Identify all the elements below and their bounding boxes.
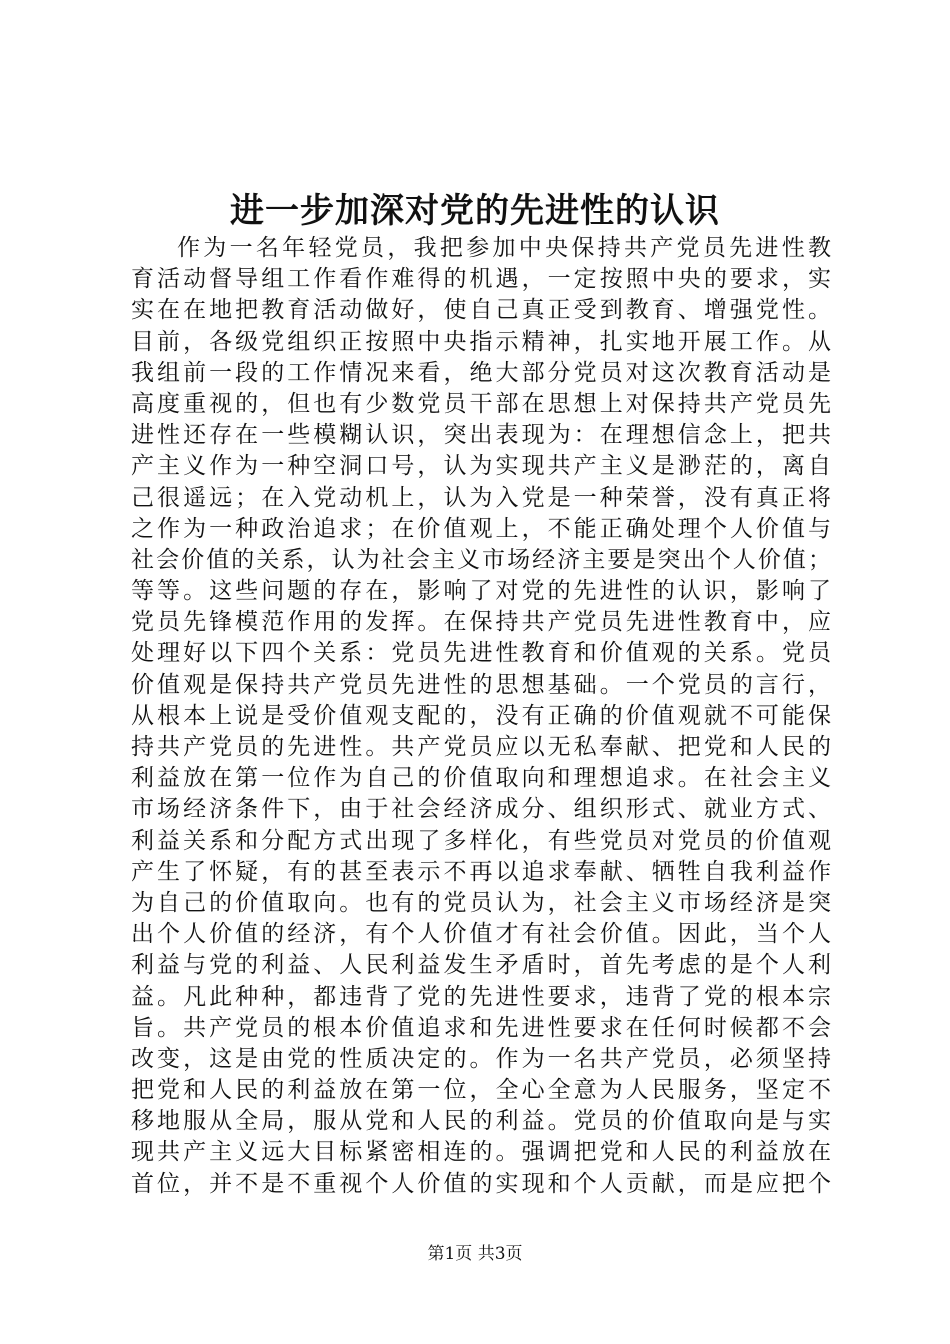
paragraph-line: 社会价值的关系，认为社会主义市场经济主要是突出个人价值； (131, 546, 831, 573)
paragraph-line: 从根本上说是受价值观支配的，没有正确的价值观就不可能保 (131, 702, 831, 729)
paragraph-line: 处理好以下四个关系：党员先进性教育和价值观的关系。党员 (131, 640, 831, 667)
paragraph-line: 目前，各级党组织正按照中央指示精神，扎实地开展工作。从 (131, 328, 831, 355)
paragraph-line: 产生了怀疑，有的甚至表示不再以追求奉献、牺牲自我利益作 (131, 858, 831, 885)
document-title: 进一步加深对党的先进性的认识 (230, 191, 720, 231)
paragraph-line: 之作为一种政治追求；在价值观上，不能正确处理个人价值与 (131, 515, 831, 542)
paragraph-line: 益。凡此种种，都违背了党的先进性要求，违背了党的根本宗 (131, 983, 831, 1010)
paragraph-line: 持共产党员的先进性。共产党员应以无私奉献、把党和人民的 (131, 734, 831, 760)
paragraph-line: 利益关系和分配方式出现了多样化，有些党员对党员的价值观 (131, 827, 831, 854)
paragraph-line: 利益与党的利益、人民利益发生矛盾时，首先考虑的是个人利 (131, 952, 831, 979)
paragraph-line: 作为一名年轻党员，我把参加中央保持共产党员先进性教 (177, 235, 831, 261)
paragraph-line: 利益放在第一位作为自己的价值取向和理想追求。在社会主义 (131, 765, 831, 792)
paragraph-line: 等等。这些问题的存在，影响了对党的先进性的认识，影响了 (131, 578, 831, 605)
body-paragraph (131, 233, 831, 1200)
paragraph-line: 首位，并不是不重视个人价值的实现和个人贡献，而是应把个 (131, 1170, 831, 1197)
paragraph-line: 产主义作为一种空洞口号，认为实现共产主义是渺茫的，离自 (131, 453, 831, 480)
paragraph-line: 为自己的价值取向。也有的党员认为，社会主义市场经济是突 (131, 889, 831, 916)
paragraph-line: 改变，这是由党的性质决定的。作为一名共产党员，必须坚持 (131, 1045, 831, 1072)
paragraph-line: 旨。共产党员的根本价值追求和先进性要求在任何时候都不会 (131, 1014, 831, 1041)
paragraph-line: 党员先锋模范作用的发挥。在保持共产党员先进性教育中，应 (131, 609, 831, 636)
paragraph-line: 我组前一段的工作情况来看，绝大部分党员对这次教育活动是 (131, 359, 831, 386)
paragraph-line: 实在在地把教育活动做好，使自己真正受到教育、增强党性。 (131, 297, 831, 324)
paragraph-line: 育活动督导组工作看作难得的机遇，一定按照中央的要求，实 (131, 266, 831, 293)
paragraph-line: 移地服从全局，服从党和人民的利益。党员的价值取向是与实 (131, 1108, 831, 1135)
paragraph-line: 出个人价值的经济，有个人价值才有社会价值。因此，当个人 (131, 921, 831, 948)
page-number-footer: 第1页 共3页 (427, 1244, 523, 1264)
paragraph-line: 己很遥远；在入党动机上，认为入党是一种荣誉，没有真正将 (131, 484, 831, 511)
paragraph-line: 高度重视的，但也有少数党员干部在思想上对保持共产党员先 (131, 390, 831, 417)
paragraph-line: 价值观是保持共产党员先进性的思想基础。一个党员的言行， (131, 671, 831, 698)
paragraph-line: 市场经济条件下，由于社会经济成分、组织形式、就业方式、 (131, 796, 831, 823)
paragraph-line: 现共产主义远大目标紧密相连的。强调把党和人民的利益放在 (131, 1139, 831, 1166)
paragraph-line: 进性还存在一些模糊认识，突出表现为：在理想信念上，把共 (131, 422, 831, 449)
paragraph-line: 把党和人民的利益放在第一位，全心全意为人民服务，坚定不 (131, 1077, 831, 1104)
